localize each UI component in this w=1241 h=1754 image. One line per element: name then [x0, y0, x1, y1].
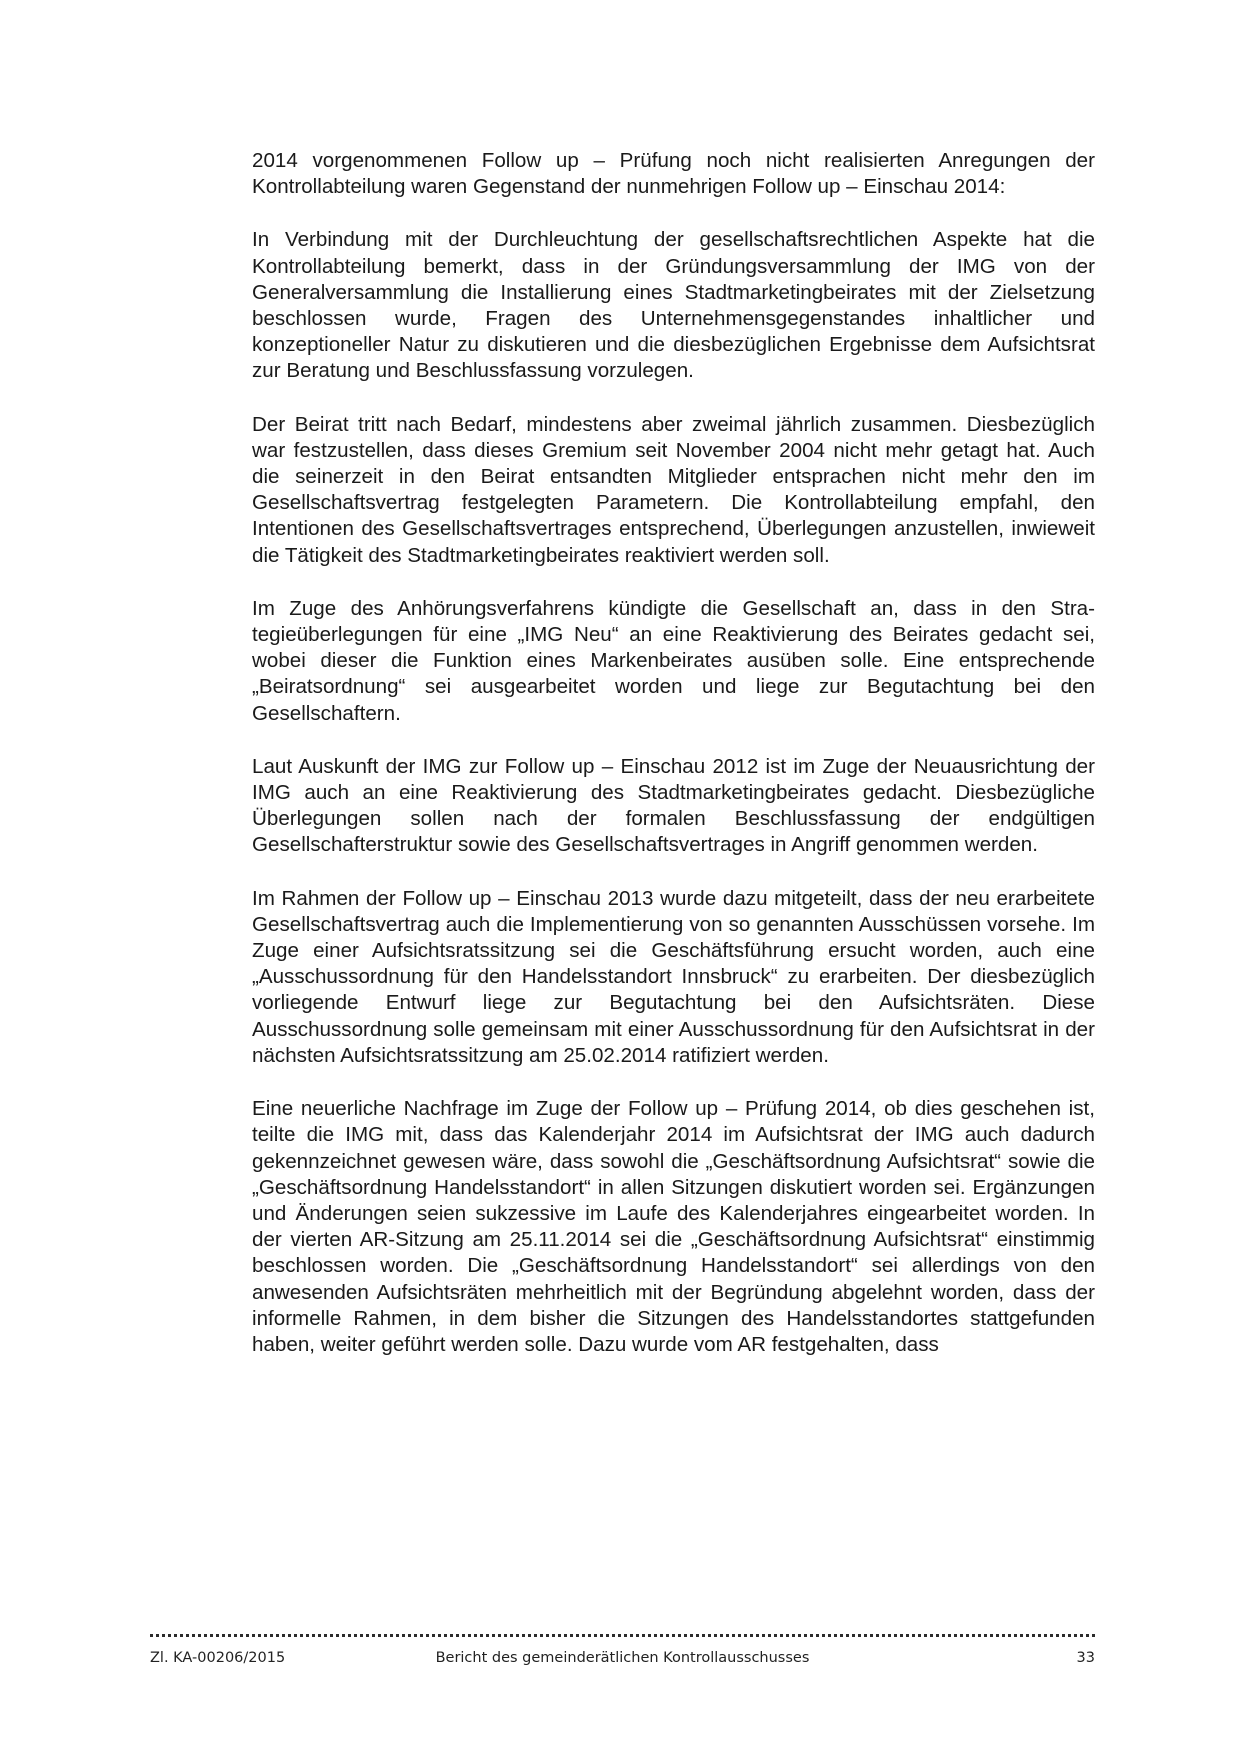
paragraph-1: 2014 vorgenommenen Follow up – Prüfung noch nicht realisierten Anregungen der Kontrollabteilung waren Gegenstand der nunmehrigen Follow up – Einschau 2014:: [252, 149, 1095, 199]
paragraph-5: Laut Auskunft der IMG zur Follow up – Einschau 2012 ist im Zuge der Neuausrichtung der IMG auch an eine Reaktivierung des Stadtmarketingbeirates gedacht. Diesbezügliche Überlegungen sollen nach der formalen Beschlussfassung der endgültigen Gesellschafterstruktur sowie des Gesellschaftsvertrages in Angriff genommen werden.: [252, 754, 1095, 857]
paragraph-3: Der Beirat tritt nach Bedarf, mindestens aber zweimal jährlich zusammen. Diesbezüglich war festzustellen, dass dieses Gremium seit November 2004 nicht mehr getagt hat. Auch die seinerzeit in den Beirat entsandten Mitglieder entsprachen nicht mehr den im Gesellschaftsvertrag festgelegten Parametern. Die Kontrollabteilung empfahl, den Intentionen des Gesellschaftsvertrages entsprechend, Überlegungen anzustellen, inwieweit die Tätigkeit des Stadtmarketingbeirates reaktiviert werden soll.: [252, 412, 1095, 567]
page-body: [252, 148, 1095, 1385]
document-reference: Zl. KA-00206/2015: [150, 1650, 286, 1666]
paragraph-6: Im Rahmen der Follow up – Einschau 2013 wurde dazu mitgeteilt, dass der neu erarbeitete Gesellschaftsvertrag auch die Implementierung von so genannten Ausschüssen vorsehe. Im Zuge einer Aufsichtsratssitzung sei die Geschäftsführung ersucht worden, auch eine „Ausschussordnung für den Handelsstandort Innsbruck“ zu erarbeiten. Der diesbezüglich vorliegende Entwurf liege zur Begutachtung bei den Aufsichtsräten. Diese Ausschussordnung solle gemeinsam mit einer Ausschussordnung für den Aufsichtsrat in der nächsten Aufsichtsratssitzung am 25.02.2014 ratifiziert werden.: [252, 886, 1095, 1067]
page-footer: [150, 1650, 1095, 1674]
paragraph-4: Im Zuge des Anhörungsverfahrens kündigte die Gesellschaft an, dass in den Strategieüberlegungen für eine „IMG Neu“ an eine Reaktivierung des Beirates gedacht sei, wobei dieser die Funktion eines Markenbeirates ausüben solle. Eine entsprechende „Beiratsordnung“ sei ausgearbeitet worden und liege zur Begutachtung bei den Gesellschaftern.: [252, 596, 1095, 725]
paragraph-2: In Verbindung mit der Durchleuchtung der gesellschaftsrechtlichen Aspekte hat die Kontrollabteilung bemerkt, dass in der Gründungsversammlung der IMG von der Generalversammlung die Installierung eines Stadtmarketingbeirates mit der Zielsetzung beschlossen wurde, Fragen des Unternehmensgegenstandes inhaltlicher und konzeptioneller Natur zu diskutieren und die diesbezüglichen Ergebnisse dem Aufsichtsrat zur Beratung und Beschlussfassung vorzulegen.: [252, 228, 1095, 383]
footer-dotted-rule: [150, 1634, 1095, 1637]
page-number: 33: [1076, 1650, 1095, 1666]
report-title: Bericht des gemeinderätlichen Kontrollausschusses: [435, 1650, 810, 1666]
paragraph-7: Eine neuerliche Nachfrage im Zuge der Follow up – Prüfung 2014, ob dies geschehen ist, teilte die IMG mit, dass das Kalenderjahr 2014 im Aufsichtsrat der IMG auch dadurch gekennzeichnet gewesen wäre, dass sowohl die „Geschäftsordnung Aufsichtsrat“ sowie die „Geschäftsordnung Handelsstandort“ in allen Sitzungen diskutiert worden sei. Ergänzungen und Änderungen seien sukzessive im Laufe des Kalenderjahres eingearbeitet worden. In der vierten AR-Sitzung am 25.11.2014 sei die „Geschäftsordnung Aufsichtsrat“ einstimmig beschlossen worden. Die „Geschäftsordnung Handelsstandort“ sei allerdings von den anwesenden Aufsichtsräten mehrheitlich mit der Begründung abgelehnt worden, dass der informelle Rahmen, in dem bisher die Sitzungen des Handelsstandortes stattgefunden haben, weiter geführt werden solle. Dazu wurde vom AR festgehalten, dass: [252, 1097, 1095, 1356]
